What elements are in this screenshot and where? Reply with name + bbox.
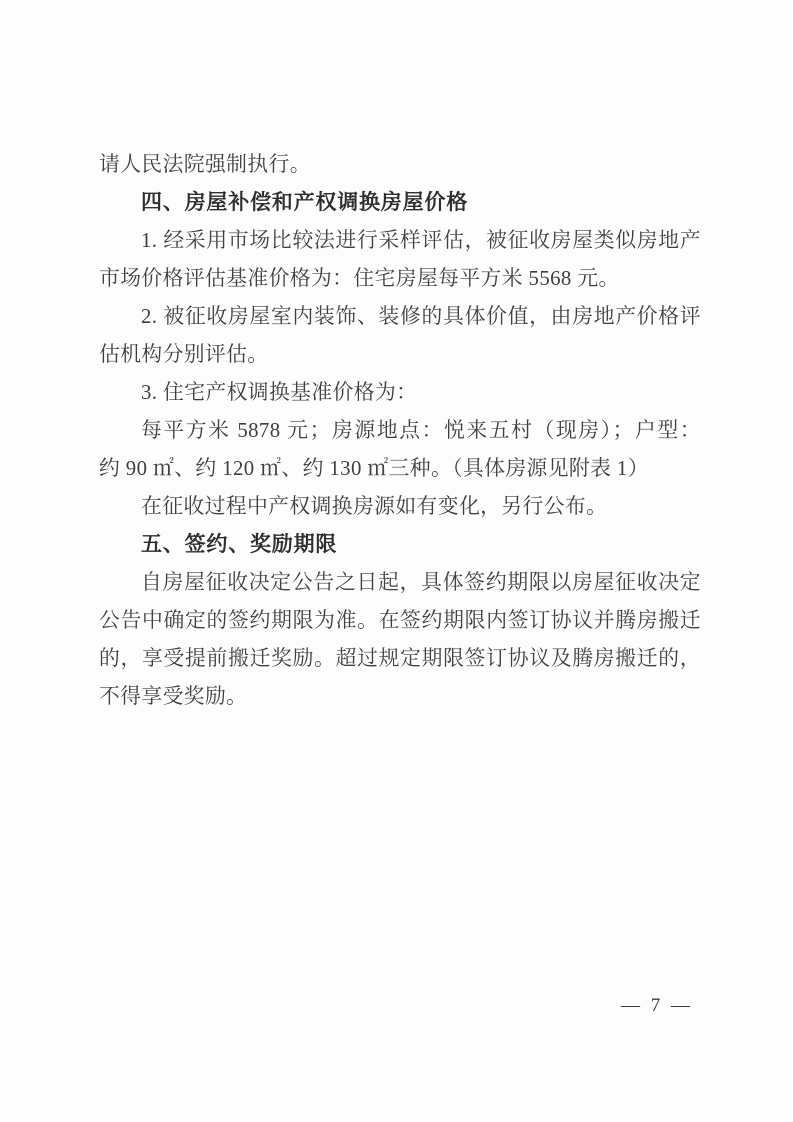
body-text-line: 每平方米 5878 元；房源地点：悦来五村（现房）；户型： [141,419,701,442]
body-text-line: 市场价格评估基准价格为：住宅房屋每平方米 5568 元。 [99,267,620,290]
section-heading-line: 四、房屋补偿和产权调换房屋价格 [141,191,468,214]
body-text-line: 在征收过程中产权调换房源如有变化，另行公布。 [141,495,608,518]
page-number: — 7 — [621,995,693,1016]
body-text-line: 的，享受提前搬迁奖励。超过规定期限签订协议及腾房搬迁的， [99,647,701,670]
body-text-line: 公告中确定的签约期限为准。在签约期限内签订协议并腾房搬迁 [99,609,701,632]
document-body [99,146,701,716]
body-text-line: 约 90 ㎡、约 120 ㎡、约 130 ㎡三种。（具体房源见附表 1） [99,457,649,480]
body-text-line: 估机构分别评估。 [99,343,269,366]
body-text-line: 不得享受奖励。 [99,685,248,708]
body-text-line: 自房屋征收决定公告之日起，具体签约期限以房屋征收决定 [141,571,701,594]
body-text-line: 请人民法院强制执行。 [99,153,311,176]
body-text-line: 3. 住宅产权调换基准价格为： [141,381,418,404]
body-text-line: 2. 被征收房屋室内装饰、装修的具体价值，由房地产价格评 [141,305,701,328]
section-heading-line: 五、签约、奖励期限 [141,533,338,556]
body-text-line: 1. 经采用市场比较法进行采样评估，被征收房屋类似房地产 [141,229,701,252]
